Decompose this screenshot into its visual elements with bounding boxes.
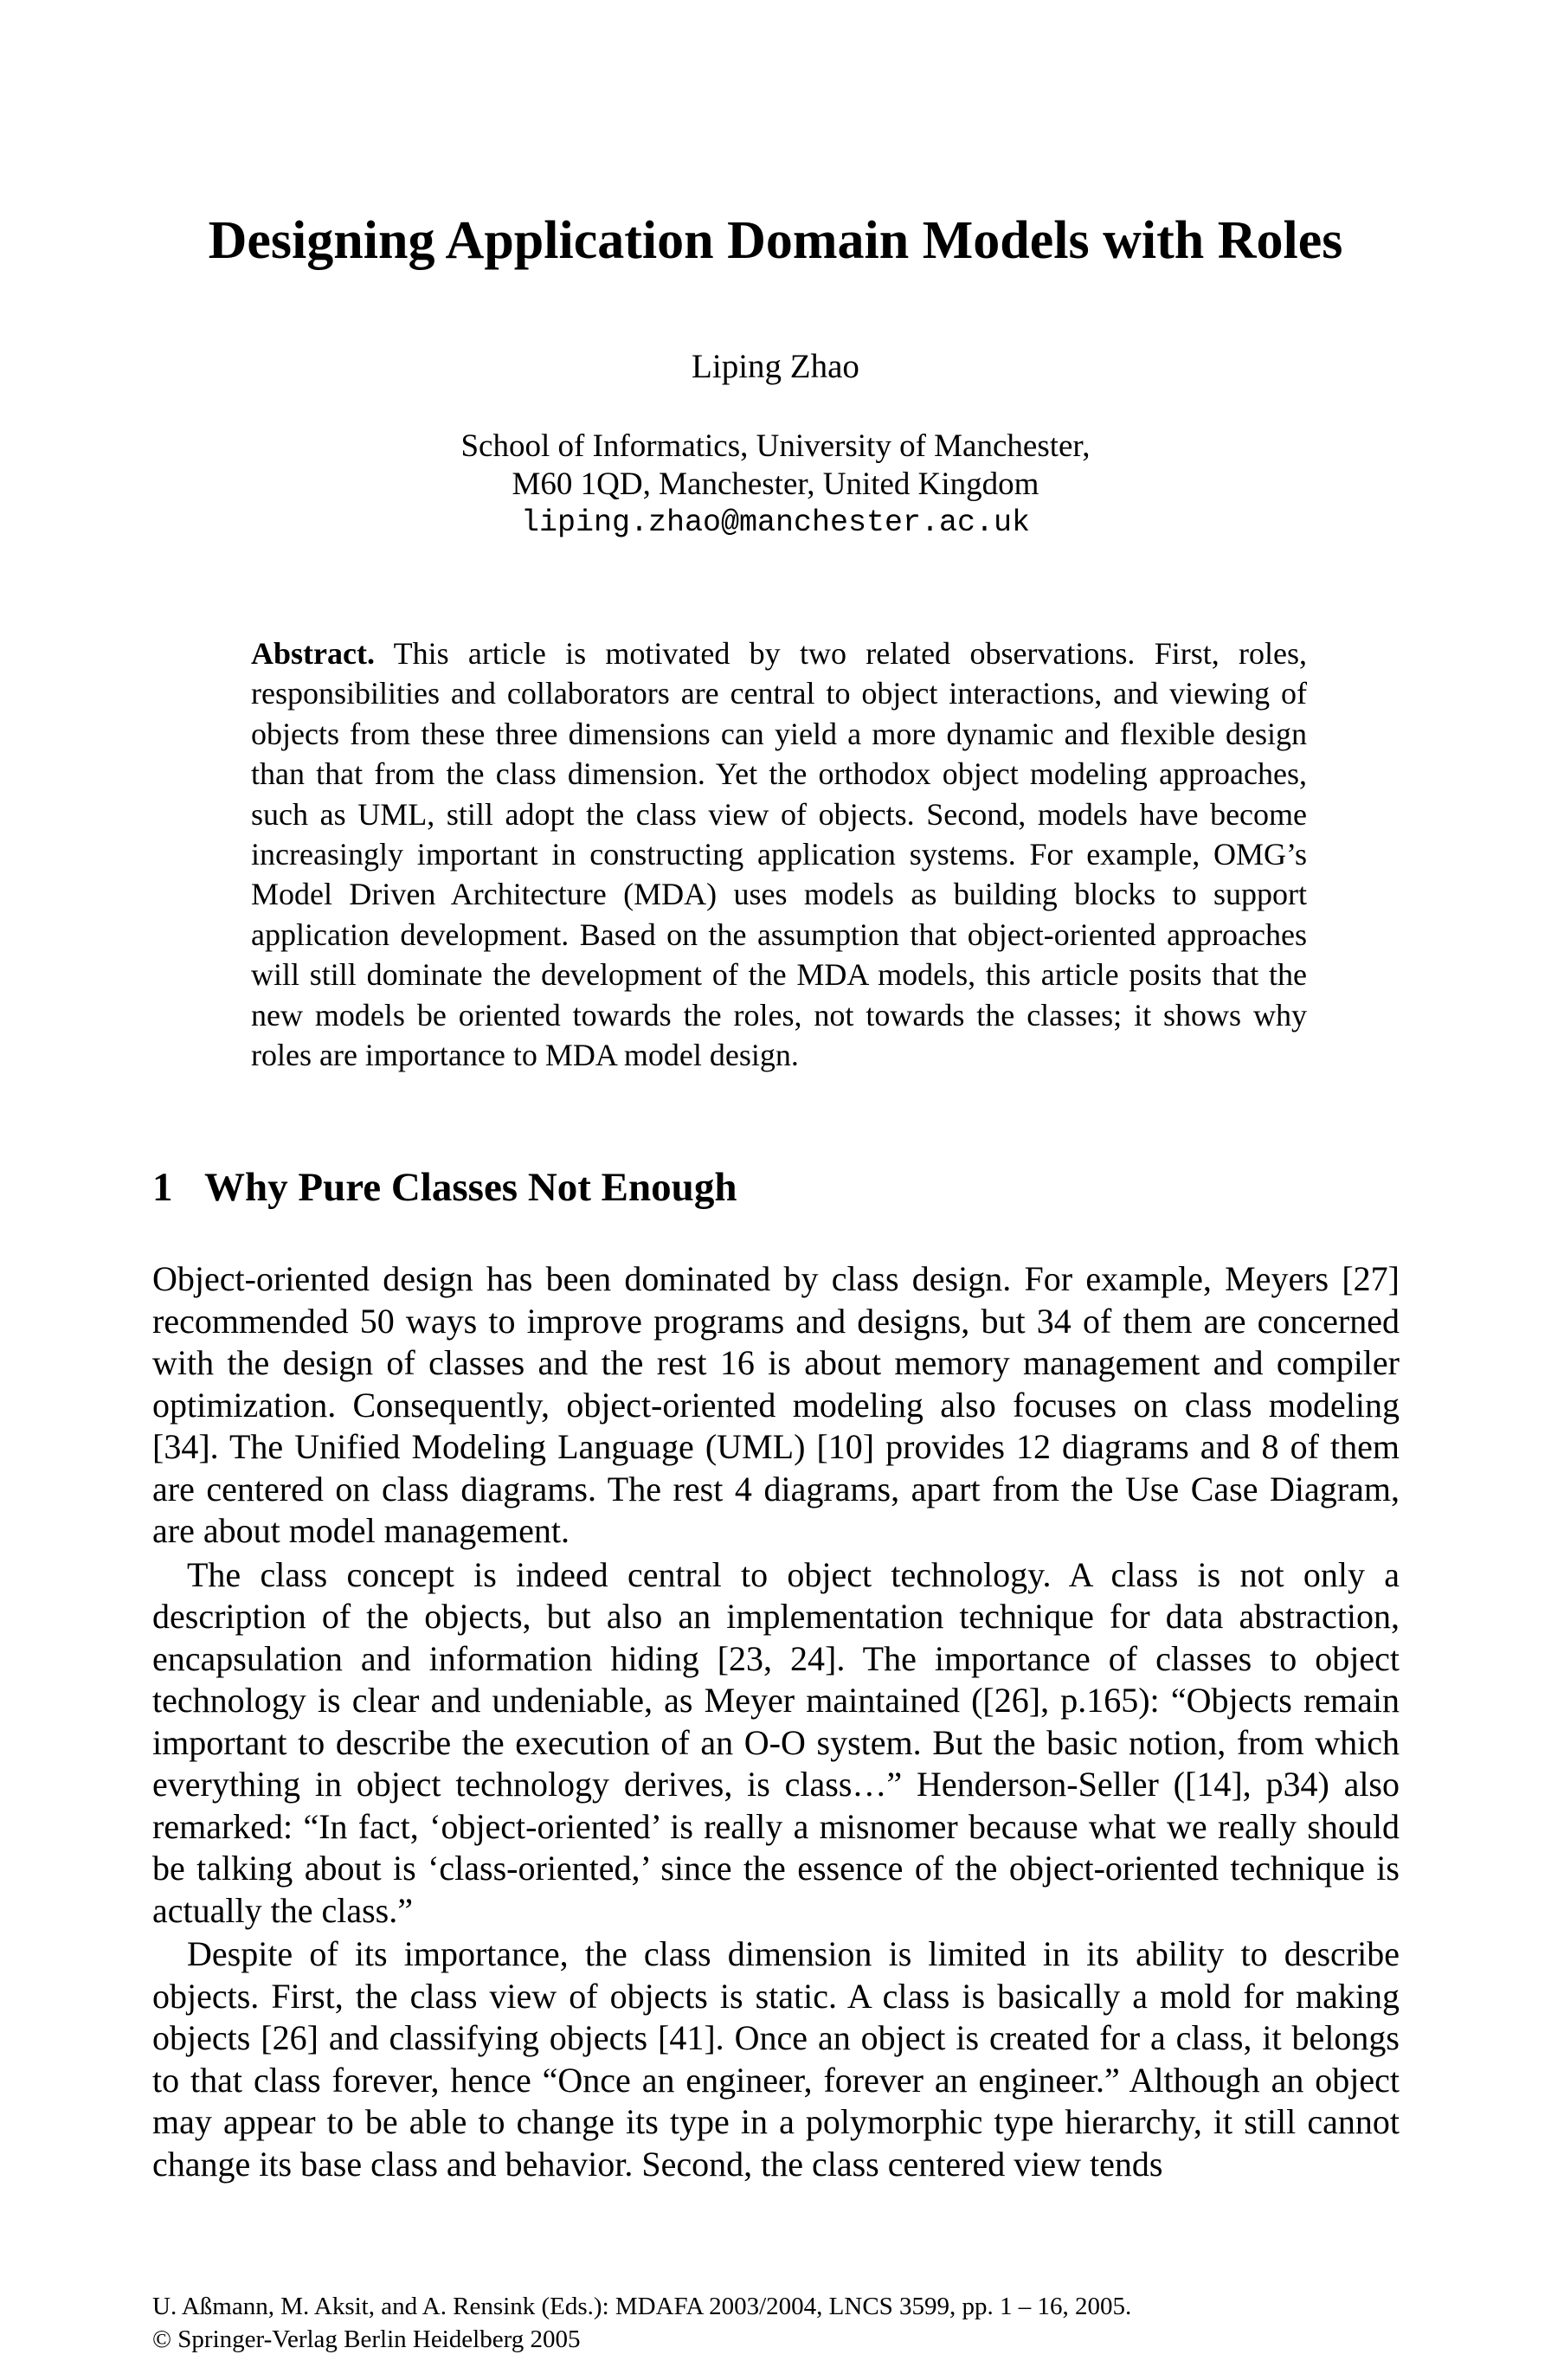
body-paragraph: Despite of its importance, the class dimension is limited in its ability to describe objects. First, the class view of objects is static. A class is basically a mold for making objects [26] and classifying objects [41]. Once an object is created for a class, it belongs to that class forever, hence “Once an engineer, forever an engineer.” Although an object may appear to be able to change its type in a polymorphic type hierarchy, it still cannot change its base class and behavior. Second, the class centered view tends — [152, 1934, 1400, 2184]
abstract — [251, 634, 1307, 1075]
footnote — [152, 2290, 1131, 2356]
section-title: Why Pure Classes Not Enough — [204, 1165, 737, 1210]
affiliation-line-2: M60 1QD, Manchester, United Kingdom — [512, 466, 1039, 502]
author-email[interactable]: liping.zhao@manchester.ac.uk — [520, 505, 1031, 540]
section-heading — [152, 1161, 737, 1213]
body-paragraph: Object-oriented design has been dominated by class design. For example, Meyers [27] recommended 50 ways to improve programs and designs, but 34 of them are concerned with the design of classes and the rest 16 is about memory management and compiler optimization. Consequently, object-oriented modeling also focuses on class modeling [34]. The Unified Modeling Language (UML) [10] provides 12 diagrams and 8 of them are centered on class diagrams. The rest 4 diagrams, apart from the Use Case Diagram, are about model management. — [152, 1259, 1400, 1550]
abstract-text: This article is motivated by two related observations. First, roles, responsibilities and collaborators are central to object interactions, and viewing of objects from these three dimensions can yield a more dynamic and flexible design than that from the class dimension. Yet the orthodox object modeling approaches, such as UML, still adopt the class view of objects. Second, models have become increasingly important in constructing application systems. For example, OMG’s Model Driven Architecture (MDA) uses models as building blocks to support application development. Based on the assumption that object-oriented approaches will still dominate the development of the MDA models, this article posits that the new models be oriented towards the roles, not towards the classes; it shows why roles are importance to MDA model design. — [251, 636, 1307, 1073]
section-number: 1 — [152, 1165, 173, 1210]
section-body — [152, 1258, 1400, 2187]
affiliation — [0, 428, 1551, 542]
paper-title: Designing Application Domain Models with Roles — [208, 211, 1343, 270]
abstract-label: Abstract. — [251, 636, 375, 671]
author-name: Liping Zhao — [692, 348, 859, 385]
body-paragraph: The class concept is indeed central to object technology. A class is not only a description of the objects, but also an implementation technique for data abstraction, encapsulation and information hiding [23, 24]. The importance of classes to object technology is clear and undeniable, as Meyer maintained ([26], p.165): “Objects remain important to describe the execution of an O-O system. But the basic notion, from which everything in object technology derives, is class…” Henderson-Seller ([14], p34) also remarked: “In fact, ‘object-oriented’ is really a misnomer because what we really should be talking about is ‘class-oriented,’ since the essence of the object-oriented technique is actually the class.” — [152, 1554, 1400, 1930]
footnote-copyright: © Springer-Verlag Berlin Heidelberg 2005 — [152, 2325, 581, 2353]
footnote-citation: U. Aßmann, M. Aksit, and A. Rensink (Eds.): MDAFA 2003/2004, LNCS 3599, pp. 1 – 16, 2005. — [152, 2293, 1132, 2320]
affiliation-line-1: School of Informatics, University of Manchester, — [460, 428, 1091, 464]
